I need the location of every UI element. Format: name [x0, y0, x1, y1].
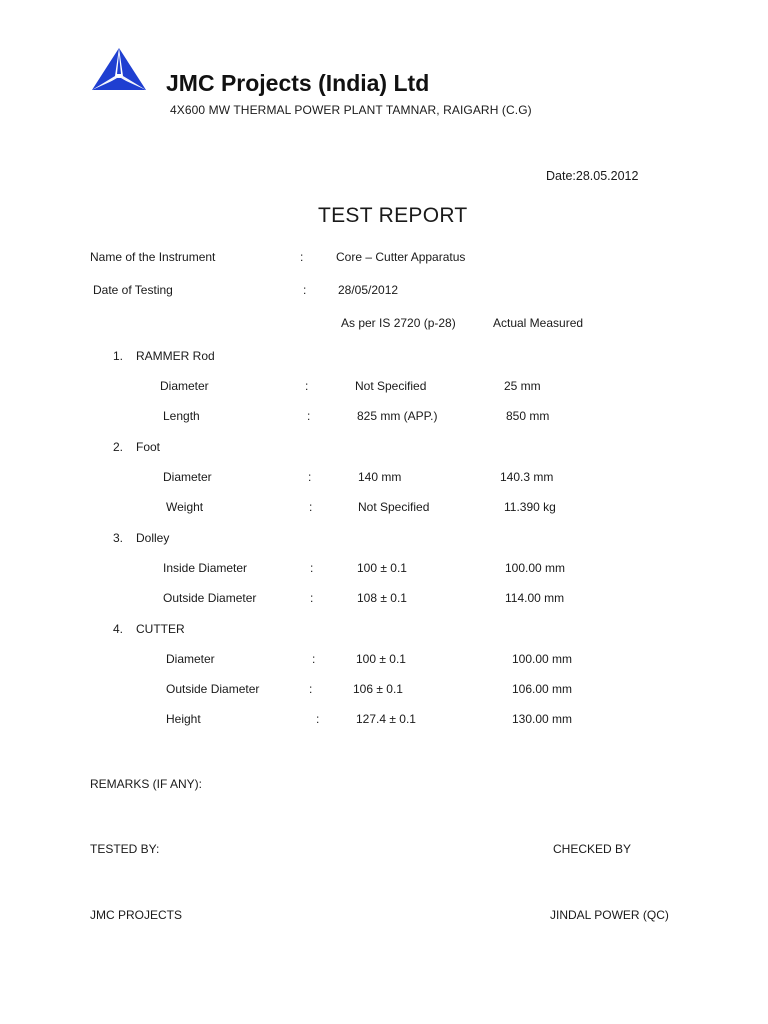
instrument-label: Name of the Instrument — [90, 250, 216, 264]
row-spec-value: 140 mm — [358, 470, 402, 484]
section-title-dolley: Dolley — [136, 531, 170, 545]
section-title-cutter: CUTTER — [136, 622, 185, 636]
section-number: 2. — [113, 440, 124, 454]
row-param: Outside Diameter — [163, 591, 257, 605]
testing-date-value: 28/05/2012 — [338, 283, 399, 297]
section-number: 4. — [113, 622, 124, 636]
row-spec-value: 100 ± 0.1 — [357, 561, 407, 575]
row-param: Height — [166, 712, 201, 726]
row-actual-value: 850 mm — [506, 409, 550, 423]
row-colon: : — [305, 379, 309, 393]
row-actual-value: 140.3 mm — [500, 470, 554, 484]
report-title: TEST REPORT — [318, 204, 468, 227]
row-colon: : — [309, 500, 313, 514]
row-param: Diameter — [160, 379, 209, 393]
row-colon: : — [307, 409, 311, 423]
row-actual-value: 100.00 mm — [512, 652, 573, 666]
company-name: JMC Projects (India) Ltd — [166, 70, 430, 96]
section-title-foot: Foot — [136, 440, 161, 454]
row-param: Diameter — [163, 470, 212, 484]
row-param: Length — [163, 409, 200, 423]
section-title-rammer-rod: RAMMER Rod — [136, 349, 215, 363]
testing-date-colon: : — [303, 283, 307, 297]
section-number: 3. — [113, 531, 124, 545]
row-spec-value: 100 ± 0.1 — [356, 652, 406, 666]
section-number: 1. — [113, 349, 124, 363]
row-spec-value: Not Specified — [358, 500, 430, 514]
row-colon: : — [310, 561, 314, 575]
triangle-logo-icon — [90, 46, 148, 92]
row-spec-value: 825 mm (APP.) — [357, 409, 438, 423]
spec-column-header: As per IS 2720 (p-28) — [341, 316, 456, 330]
row-colon: : — [309, 682, 313, 696]
row-spec-value: Not Specified — [355, 379, 427, 393]
row-colon: : — [312, 652, 316, 666]
row-colon: : — [316, 712, 320, 726]
tested-by-label: TESTED BY: — [90, 842, 160, 856]
row-param: Weight — [166, 500, 204, 514]
row-spec-value: 106 ± 0.1 — [353, 682, 403, 696]
row-actual-value: 25 mm — [504, 379, 541, 393]
row-actual-value: 106.00 mm — [512, 682, 573, 696]
row-actual-value: 130.00 mm — [512, 712, 573, 726]
row-colon: : — [310, 591, 314, 605]
report-date: Date:28.05.2012 — [546, 169, 639, 183]
row-spec-value: 127.4 ± 0.1 — [356, 712, 416, 726]
row-param: Inside Diameter — [163, 561, 248, 575]
row-actual-value: 100.00 mm — [505, 561, 566, 575]
checked-by-organization: JINDAL POWER (QC) — [550, 908, 669, 922]
row-colon: : — [308, 470, 312, 484]
row-spec-value: 108 ± 0.1 — [357, 591, 407, 605]
instrument-value: Core – Cutter Apparatus — [336, 250, 466, 264]
tested-by-organization: JMC PROJECTS — [90, 908, 183, 922]
row-actual-value: 114.00 mm — [505, 591, 565, 605]
remarks-label: REMARKS (IF ANY): — [90, 777, 203, 791]
project-subtitle: 4X600 MW THERMAL POWER PLANT TAMNAR, RAIGARH (C.G) — [170, 103, 532, 117]
testing-date-label: Date of Testing — [93, 283, 173, 297]
row-param: Outside Diameter — [166, 682, 260, 696]
actual-column-header: Actual Measured — [493, 316, 584, 330]
instrument-colon: : — [300, 250, 304, 264]
row-param: Diameter — [166, 652, 215, 666]
row-actual-value: 11.390 kg — [504, 500, 556, 514]
checked-by-label: CHECKED BY — [553, 842, 632, 856]
